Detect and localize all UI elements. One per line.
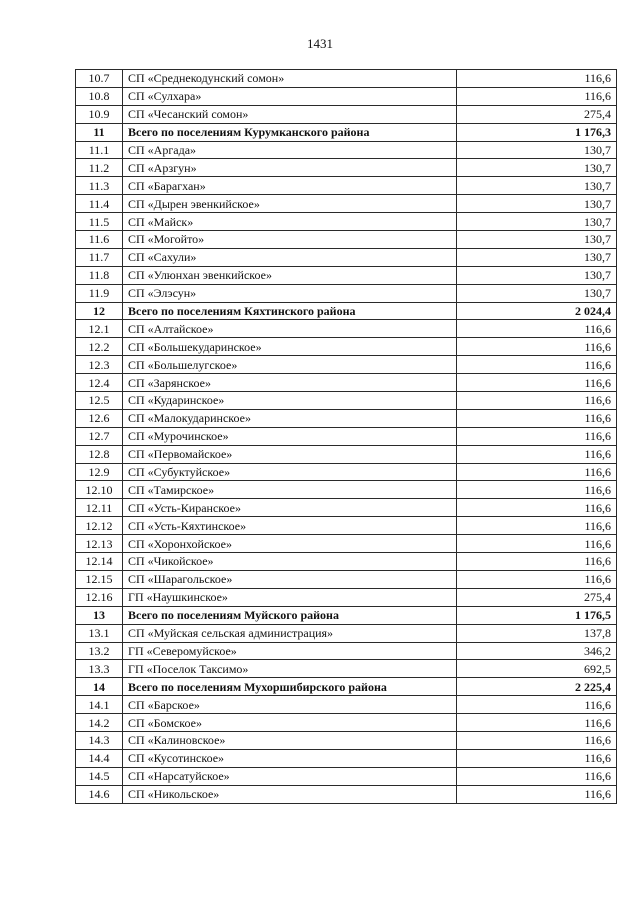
amount-cell: 130,7 xyxy=(457,231,617,249)
settlement-row xyxy=(76,87,617,105)
amount-cell: 275,4 xyxy=(457,588,617,606)
settlement-row xyxy=(76,105,617,123)
row-number-cell: 13.2 xyxy=(76,642,123,660)
district-total-row xyxy=(76,123,617,141)
settlement-name-cell: СП «Дырен эвенкийское» xyxy=(123,195,457,213)
row-number-cell: 12.8 xyxy=(76,445,123,463)
settlement-name-cell: СП «Тамирское» xyxy=(123,481,457,499)
settlement-name-cell: СП «Элэсун» xyxy=(123,284,457,302)
row-number-cell: 14.2 xyxy=(76,714,123,732)
settlement-name-cell: СП «Майск» xyxy=(123,213,457,231)
settlement-name-cell: СП «Арзгун» xyxy=(123,159,457,177)
amount-cell: 116,6 xyxy=(457,696,617,714)
settlement-row xyxy=(76,714,617,732)
amount-cell: 116,6 xyxy=(457,87,617,105)
row-number-cell: 11.6 xyxy=(76,231,123,249)
settlement-name-cell: ГП «Наушкинское» xyxy=(123,588,457,606)
row-number-cell: 11.9 xyxy=(76,284,123,302)
amount-cell: 116,6 xyxy=(457,749,617,767)
settlement-row xyxy=(76,570,617,588)
settlement-row xyxy=(76,338,617,356)
amount-cell: 116,6 xyxy=(457,785,617,803)
settlement-name-cell: ГП «Поселок Таксимо» xyxy=(123,660,457,678)
settlement-name-cell: СП «Чикойское» xyxy=(123,553,457,571)
settlement-row xyxy=(76,266,617,284)
row-number-cell: 12.12 xyxy=(76,517,123,535)
row-number-cell: 12.11 xyxy=(76,499,123,517)
settlement-name-cell: СП «Сулхара» xyxy=(123,87,457,105)
settlement-name-cell: СП «Усть-Киранское» xyxy=(123,499,457,517)
settlement-row xyxy=(76,141,617,159)
amount-cell: 130,7 xyxy=(457,141,617,159)
settlement-name-cell: Всего по поселениям Муйского района xyxy=(123,606,457,624)
settlement-name-cell: Всего по поселениям Курумканского района xyxy=(123,123,457,141)
amount-cell: 116,6 xyxy=(457,338,617,356)
settlement-name-cell: СП «Шарагольское» xyxy=(123,570,457,588)
settlement-row xyxy=(76,624,617,642)
settlement-name-cell: СП «Нарсатуйское» xyxy=(123,767,457,785)
settlement-name-cell: СП «Зарянское» xyxy=(123,374,457,392)
settlement-name-cell: СП «Среднекодунский сомон» xyxy=(123,70,457,88)
row-number-cell: 10.7 xyxy=(76,70,123,88)
settlement-name-cell: ГП «Северомуйское» xyxy=(123,642,457,660)
row-number-cell: 13 xyxy=(76,606,123,624)
settlement-row xyxy=(76,481,617,499)
settlement-row xyxy=(76,731,617,749)
settlement-name-cell: СП «Усть-Кяхтинское» xyxy=(123,517,457,535)
settlement-row xyxy=(76,70,617,88)
settlement-row xyxy=(76,553,617,571)
amount-cell: 130,7 xyxy=(457,284,617,302)
amount-cell: 116,6 xyxy=(457,553,617,571)
amount-cell: 130,7 xyxy=(457,248,617,266)
allocation-table-body xyxy=(76,70,617,804)
settlement-row xyxy=(76,767,617,785)
district-total-row xyxy=(76,302,617,320)
row-number-cell: 11.2 xyxy=(76,159,123,177)
settlement-name-cell: Всего по поселениям Кяхтинского района xyxy=(123,302,457,320)
settlement-row xyxy=(76,660,617,678)
row-number-cell: 11.3 xyxy=(76,177,123,195)
row-number-cell: 12.4 xyxy=(76,374,123,392)
amount-cell: 116,6 xyxy=(457,767,617,785)
row-number-cell: 14 xyxy=(76,678,123,696)
row-number-cell: 12.13 xyxy=(76,535,123,553)
settlement-name-cell: СП «Кусотинское» xyxy=(123,749,457,767)
settlement-row xyxy=(76,374,617,392)
settlement-name-cell: СП «Аргада» xyxy=(123,141,457,159)
page-number: 1431 xyxy=(307,36,333,51)
row-number-cell: 12.15 xyxy=(76,570,123,588)
settlement-name-cell: СП «Первомайское» xyxy=(123,445,457,463)
settlement-row xyxy=(76,517,617,535)
settlement-name-cell: СП «Хоронхойское» xyxy=(123,535,457,553)
row-number-cell: 12.14 xyxy=(76,553,123,571)
district-total-row xyxy=(76,606,617,624)
row-number-cell: 13.1 xyxy=(76,624,123,642)
amount-cell: 130,7 xyxy=(457,177,617,195)
row-number-cell: 10.8 xyxy=(76,87,123,105)
settlement-row xyxy=(76,696,617,714)
settlement-row xyxy=(76,231,617,249)
settlement-name-cell: СП «Бомское» xyxy=(123,714,457,732)
amount-cell: 130,7 xyxy=(457,213,617,231)
row-number-cell: 12.10 xyxy=(76,481,123,499)
amount-cell: 116,6 xyxy=(457,570,617,588)
amount-cell: 137,8 xyxy=(457,624,617,642)
settlement-row xyxy=(76,642,617,660)
settlement-name-cell: СП «Алтайское» xyxy=(123,320,457,338)
amount-cell: 116,6 xyxy=(457,535,617,553)
row-number-cell: 13.3 xyxy=(76,660,123,678)
amount-cell: 130,7 xyxy=(457,266,617,284)
row-number-cell: 14.4 xyxy=(76,749,123,767)
row-number-cell: 11.7 xyxy=(76,248,123,266)
settlement-name-cell: СП «Муйская сельская администрация» xyxy=(123,624,457,642)
amount-cell: 116,6 xyxy=(457,320,617,338)
amount-cell: 116,6 xyxy=(457,374,617,392)
allocation-table xyxy=(75,69,617,804)
settlement-row xyxy=(76,356,617,374)
amount-cell: 116,6 xyxy=(457,714,617,732)
settlement-row xyxy=(76,409,617,427)
amount-cell: 116,6 xyxy=(457,409,617,427)
row-number-cell: 12.6 xyxy=(76,409,123,427)
row-number-cell: 11.1 xyxy=(76,141,123,159)
amount-cell: 116,6 xyxy=(457,731,617,749)
row-number-cell: 14.3 xyxy=(76,731,123,749)
settlement-row xyxy=(76,427,617,445)
amount-cell: 116,6 xyxy=(457,445,617,463)
settlement-row xyxy=(76,445,617,463)
row-number-cell: 12.5 xyxy=(76,392,123,410)
settlement-row xyxy=(76,463,617,481)
settlement-name-cell: СП «Большелугское» xyxy=(123,356,457,374)
row-number-cell: 14.6 xyxy=(76,785,123,803)
row-number-cell: 12.16 xyxy=(76,588,123,606)
row-number-cell: 11.5 xyxy=(76,213,123,231)
row-number-cell: 12.3 xyxy=(76,356,123,374)
amount-cell: 1 176,5 xyxy=(457,606,617,624)
amount-cell: 116,6 xyxy=(457,427,617,445)
amount-cell: 130,7 xyxy=(457,195,617,213)
settlement-row xyxy=(76,392,617,410)
settlement-name-cell: СП «Барское» xyxy=(123,696,457,714)
settlement-name-cell: СП «Малокударинское» xyxy=(123,409,457,427)
row-number-cell: 11.8 xyxy=(76,266,123,284)
row-number-cell: 12.7 xyxy=(76,427,123,445)
row-number-cell: 14.1 xyxy=(76,696,123,714)
settlement-name-cell: СП «Кударинское» xyxy=(123,392,457,410)
settlement-row xyxy=(76,535,617,553)
row-number-cell: 10.9 xyxy=(76,105,123,123)
row-number-cell: 12.9 xyxy=(76,463,123,481)
settlement-name-cell: СП «Калиновское» xyxy=(123,731,457,749)
settlement-name-cell: Всего по поселениям Мухоршибирского района xyxy=(123,678,457,696)
amount-cell: 116,6 xyxy=(457,463,617,481)
amount-cell: 116,6 xyxy=(457,392,617,410)
row-number-cell: 12.2 xyxy=(76,338,123,356)
settlement-name-cell: СП «Субуктуйское» xyxy=(123,463,457,481)
amount-cell: 116,6 xyxy=(457,356,617,374)
row-number-cell: 11.4 xyxy=(76,195,123,213)
settlement-row xyxy=(76,159,617,177)
settlement-row xyxy=(76,320,617,338)
settlement-row xyxy=(76,195,617,213)
settlement-name-cell: СП «Большекударинское» xyxy=(123,338,457,356)
settlement-name-cell: СП «Барагхан» xyxy=(123,177,457,195)
amount-cell: 116,6 xyxy=(457,517,617,535)
settlement-name-cell: СП «Улюнхан эвенкийское» xyxy=(123,266,457,284)
settlement-name-cell: СП «Никольское» xyxy=(123,785,457,803)
amount-cell: 116,6 xyxy=(457,499,617,517)
settlement-row xyxy=(76,588,617,606)
amount-cell: 2 024,4 xyxy=(457,302,617,320)
settlement-name-cell: СП «Чесанский сомон» xyxy=(123,105,457,123)
settlement-row xyxy=(76,177,617,195)
settlement-name-cell: СП «Могойто» xyxy=(123,231,457,249)
amount-cell: 275,4 xyxy=(457,105,617,123)
settlement-row xyxy=(76,785,617,803)
amount-cell: 116,6 xyxy=(457,70,617,88)
settlement-row xyxy=(76,213,617,231)
settlement-name-cell: СП «Сахули» xyxy=(123,248,457,266)
settlement-row xyxy=(76,248,617,266)
row-number-cell: 14.5 xyxy=(76,767,123,785)
settlement-row xyxy=(76,499,617,517)
amount-cell: 1 176,3 xyxy=(457,123,617,141)
amount-cell: 692,5 xyxy=(457,660,617,678)
amount-cell: 116,6 xyxy=(457,481,617,499)
settlement-row xyxy=(76,284,617,302)
amount-cell: 130,7 xyxy=(457,159,617,177)
row-number-cell: 12 xyxy=(76,302,123,320)
row-number-cell: 11 xyxy=(76,123,123,141)
amount-cell: 346,2 xyxy=(457,642,617,660)
settlement-row xyxy=(76,749,617,767)
district-total-row xyxy=(76,678,617,696)
amount-cell: 2 225,4 xyxy=(457,678,617,696)
row-number-cell: 12.1 xyxy=(76,320,123,338)
settlement-name-cell: СП «Мурочинское» xyxy=(123,427,457,445)
